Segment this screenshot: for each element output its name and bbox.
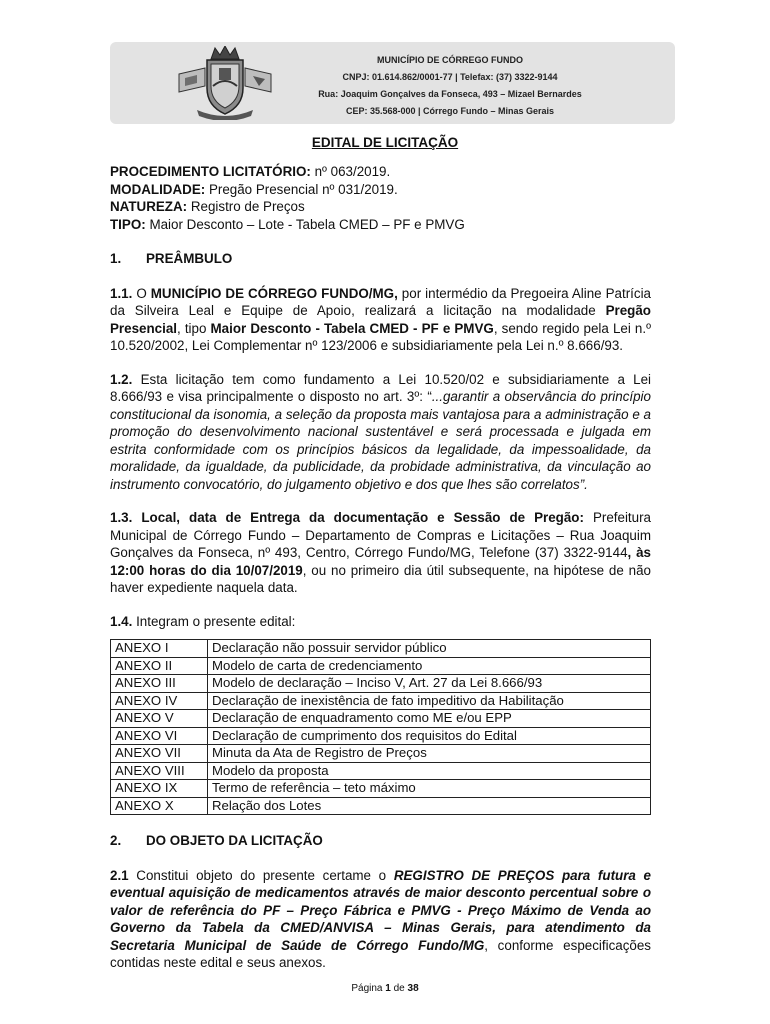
paragraph-1-3-text-b: , ou no primeiro dia útil subsequente, na hipótese de não haver expediente naquela data. <box>110 562 651 595</box>
annex-id: ANEXO IX <box>111 780 208 798</box>
paragraph-2-1 <box>110 867 651 972</box>
paragraph-1-3-bold-a: Local, data de Entrega da documentação e Sessão de Pregão: <box>132 510 584 525</box>
annex-description: Termo de referência – teto máximo <box>208 780 651 798</box>
annex-description: Relação dos Lotes <box>208 797 651 815</box>
page-label: Página <box>351 983 386 994</box>
table-row <box>111 640 651 658</box>
annex-description: Modelo de carta de credenciamento <box>208 657 651 675</box>
paragraph-1-1-text-c: , tipo <box>177 320 211 336</box>
page-footer <box>0 983 770 994</box>
paragraph-2-1-object: REGISTRO DE PREÇOS para futura e eventual aquisição de medicamentos através de maior desconto percentual sobre o valor de referência do PF – Preço Fábrica e PMVG - Preço Máximo de Venda ao Governo da Tabela da CMED/ANVISA – Minas Gerais, para atendimento da Secretaria Municipal de Saúde de Córrego Fundo/MG <box>110 867 652 953</box>
address-line: Rua: Joaquim Gonçalves da Fonseca, 493 – Mizael Bernardes <box>318 89 582 99</box>
annex-id: ANEXO VI <box>111 727 208 745</box>
table-row <box>111 657 651 675</box>
annex-description: Declaração não possuir servidor público <box>208 640 651 658</box>
procedimento-label: PROCEDIMENTO LICITATÓRIO: <box>110 164 311 179</box>
annex-description: Modelo da proposta <box>208 762 651 780</box>
annex-id: ANEXO V <box>111 710 208 728</box>
annex-description: Declaração de inexistência de fato impeditivo da Habilitação <box>208 692 651 710</box>
paragraph-1-3-text-a: Prefeitura Municipal de Córrego Fundo – Departamento de Compras e Licitações – Rua Joaquim Gonçalves da Fonseca, nº 493, Centro, Córrego Fundo/MG, Telefone (37) 3322-9144 <box>110 510 652 560</box>
paragraph-2-1-text-a: Constitui objeto do presente certame o <box>128 867 394 883</box>
table-row <box>111 762 651 780</box>
table-row <box>111 727 651 745</box>
procedimento-value: nº 063/2019. <box>310 164 391 179</box>
paragraph-2-1-text-b: , conforme especificações contidas neste edital e seus anexos. <box>110 937 652 970</box>
paragraph-1-1 <box>110 285 651 355</box>
annex-table <box>110 639 651 815</box>
natureza-label: NATUREZA: <box>110 199 188 214</box>
annex-id: ANEXO X <box>111 797 208 815</box>
natureza-value: Registro de Preços <box>187 199 305 214</box>
table-row <box>111 675 651 693</box>
tipo-label: TIPO: <box>110 216 146 232</box>
section-2-heading <box>110 832 651 850</box>
table-row <box>111 780 651 798</box>
paragraph-1-4 <box>110 613 651 631</box>
letterhead-text <box>300 52 600 120</box>
section-1-number: 1. <box>110 251 122 266</box>
table-row <box>111 797 651 815</box>
section-1-heading <box>110 250 651 268</box>
annex-id: ANEXO II <box>111 657 208 675</box>
paragraph-1-4-number: 1.4. <box>110 613 133 629</box>
paragraph-1-3-bold-b: , às 12:00 horas do dia 10/07/2019 <box>110 545 651 578</box>
paragraph-1-1-bold-a: MUNICÍPIO DE CÓRREGO FUNDO/MG, <box>150 285 398 301</box>
org-name: MUNICÍPIO DE CÓRREGO FUNDO <box>376 55 523 65</box>
annex-id: ANEXO VIII <box>111 762 208 780</box>
page-separator: de <box>390 983 408 994</box>
page-total: 38 <box>407 983 419 994</box>
annex-description: Modelo de declaração – Inciso V, Art. 27 da Lei 8.666/93 <box>208 675 651 693</box>
paragraph-1-1-bold-b: Pregão Presencial <box>110 303 651 336</box>
paragraph-1-1-bold-c: Maior Desconto - Tabela CMED - PF e PMVG <box>210 320 494 336</box>
page-current: 1 <box>385 983 391 994</box>
paragraph-1-2-text: Esta licitação tem como fundamento a Lei 10.520/02 e subsidiariamente a Lei 8.666/93 e visa principalmente o disposto no art. 3º: “ <box>110 371 651 404</box>
paragraph-1-3 <box>110 509 651 597</box>
annex-description: Declaração de cumprimento dos requisitos do Edital <box>208 727 651 745</box>
table-row <box>111 745 651 763</box>
paragraph-1-1-number: 1.1. <box>110 285 133 301</box>
section-2-title: DO OBJETO DA LICITAÇÃO <box>146 833 323 848</box>
annex-id: ANEXO III <box>111 675 208 693</box>
paragraph-2-1-number: 2.1 <box>110 867 129 883</box>
annex-id: ANEXO VII <box>111 745 208 763</box>
procedimento-line <box>110 163 651 181</box>
natureza-line <box>110 198 651 216</box>
modalidade-line <box>110 181 651 199</box>
paragraph-1-2 <box>110 371 651 494</box>
cnpj-line: CNPJ: 01.614.862/0001-77 | Telefax: (37) 3322-9144 <box>342 72 558 82</box>
modalidade-value: Pregão Presencial nº 031/2019. <box>205 181 398 197</box>
section-1-title: PREÂMBULO <box>146 251 233 266</box>
paragraph-1-1-text-d: , sendo regido pela Lei n.º 10.520/2002, Lei Complementar nº 123/2006 e subsidiariamente pela Lei n.º 8.666/93. <box>110 320 651 353</box>
section-2-number: 2. <box>110 833 122 848</box>
municipal-coat-of-arms-icon <box>175 46 275 120</box>
tipo-value: Maior Desconto – Lote - Tabela CMED – PF e PMVG <box>145 216 465 232</box>
table-row <box>111 692 651 710</box>
tipo-line <box>110 216 651 234</box>
cep-line: CEP: 35.568-000 | Córrego Fundo – Minas Gerais <box>345 106 555 116</box>
modalidade-label: MODALIDADE: <box>110 181 206 197</box>
paragraph-1-2-number: 1.2. <box>110 371 133 387</box>
annex-description: Declaração de enquadramento como ME e/ou EPP <box>208 710 651 728</box>
paragraph-1-1-text-b: por intermédio da Pregoeira Aline Patrícia da Silveira Leal e Equipe de Apoio, realizará a licitação na modalidade <box>110 285 652 318</box>
annex-description: Minuta da Ata de Registro de Preços <box>208 745 651 763</box>
paragraph-1-2-quote: ...garantir a observância do princípio constitucional da isonomia, a seleção da proposta mais vantajosa para a administração e a promoção do desenvolvimento nacional sustentável e será processada e julgada em estrita conformidade com os princípios básicos da legalidade, da impessoalidade, da moralidade, da igualdade, da publicidade, da probidade administrativa, da vinculação ao instrumento convocatório, do julgamento objetivo e dos que lhes são correlatos”. <box>110 389 651 492</box>
annex-id: ANEXO I <box>111 640 208 658</box>
paragraph-1-4-text: Integram o presente edital: <box>132 613 296 629</box>
document-title: EDITAL DE LICITAÇÃO <box>311 135 459 150</box>
annex-id: ANEXO IV <box>111 692 208 710</box>
table-row <box>111 710 651 728</box>
paragraph-1-3-number: 1.3. <box>110 510 133 525</box>
document-body <box>110 163 651 972</box>
paragraph-1-1-text-a: O <box>132 285 151 301</box>
